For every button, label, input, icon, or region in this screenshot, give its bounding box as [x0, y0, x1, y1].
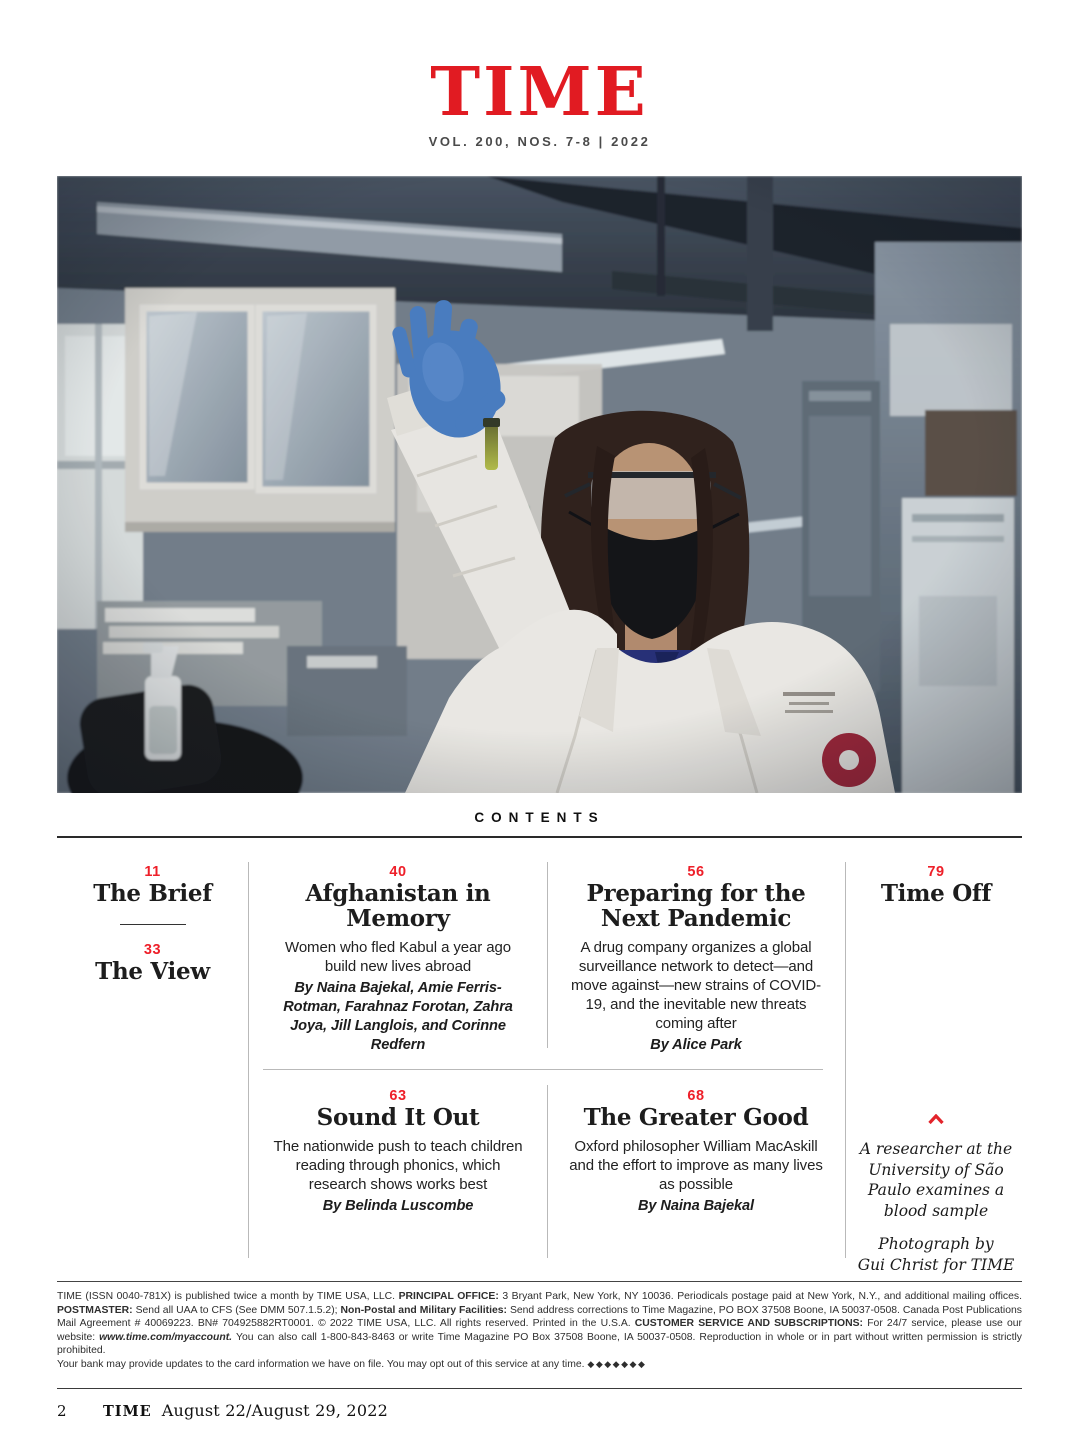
toc-feature-sound-it-out — [253, 1088, 543, 1216]
legal-line-3: Mail Agreement # 40069223. BN# 704925882RT0001. © 2022 TIME USA, LLC. All rights reserved. Printed in the U.S.A. CUSTOMER SERVICE AND SUBSCRIPTIONS: For 24/7 service, please use our — [57, 1318, 1022, 1330]
legal-line-4: website: www.time.com/myaccount. You can also call 1-800-843-8463 or write Time Magazine PO Box 37508 Boone, IA 50037-0508. Reproduction in whole or in part without written permission is strictly prohibited. — [57, 1331, 1022, 1357]
section-divider — [120, 924, 186, 925]
photo-caption: A researcher at the University of São Paulo examines a blood sample — [859, 1140, 1013, 1220]
page-footer — [57, 1401, 1022, 1420]
lab-photo-illustration — [57, 176, 1022, 793]
issue-line: VOL. 200, NOS. 7-8 | 2022 — [428, 134, 651, 149]
diamond-ornament: ◆◆◆◆◆◆◆ — [587, 1358, 647, 1369]
feature-title: Afghanistan in Memory — [305, 880, 491, 932]
feature-description: The nationwide push to teach children reading through phonics, which research shows works best — [273, 1137, 523, 1193]
legal-fine-print — [57, 1290, 1022, 1371]
time-logo: TIME — [430, 52, 649, 131]
toc-feature-afghanistan-in-memory — [253, 864, 543, 1055]
page-number: 56 — [687, 864, 705, 880]
hero-photo — [57, 176, 1022, 793]
feature-description: A drug company organizes a global surveillance network to detect—and move against—new strains of COVID-19, and the inevitable new threats coming after — [570, 938, 822, 1032]
feature-byline: By Naina Bajekal, Amie Ferris-Rotman, Farahnaz Forotan, Zahra Joya, Jill Langlois, and Corinne Redfern — [283, 979, 513, 1053]
row-divider — [263, 1069, 823, 1070]
feature-description: Women who fled Kabul a year ago build new lives abroad — [285, 938, 511, 975]
footer-rule — [57, 1388, 1022, 1389]
table-of-contents — [57, 862, 1022, 1275]
page-number: 40 — [389, 864, 407, 880]
column-divider — [547, 862, 548, 1048]
page-number: 11 — [144, 864, 161, 880]
legal-line-2: POSTMASTER: Send all UAA to CFS (See DMM 507.1.5.2); Non-Postal and Military Facilities: Send address corrections to Time Magazine, PO BOX 37508 Boone, IA 50037-0508. Canada Post Publications — [57, 1304, 1022, 1316]
legal-line-5: Your bank may provide updates to the card information we have on file. You may opt out of this service at any time. ◆◆◆◆◆◆◆ — [57, 1358, 647, 1370]
toc-feature-preparing-next-pandemic — [549, 864, 843, 1055]
chevron-up-icon — [927, 1114, 945, 1125]
section-title: The Brief — [93, 880, 212, 907]
page-number: 68 — [687, 1088, 705, 1104]
feature-byline: By Naina Bajekal — [637, 1197, 755, 1214]
feature-title: The Greater Good — [583, 1104, 809, 1131]
folio-page-number: 2 — [57, 1402, 67, 1421]
toc-feature-the-greater-good — [549, 1088, 843, 1216]
section-title: The View — [95, 957, 210, 985]
page-number: 33 — [143, 941, 162, 958]
feature-title: Sound It Out — [316, 1104, 480, 1131]
legal-top-rule — [57, 1281, 1022, 1282]
column-divider — [547, 1085, 548, 1258]
feature-title: Preparing for the Next Pandemic — [586, 880, 806, 932]
feature-description: Oxford philosopher William MacAskill and the effort to improve as many lives as possible — [569, 1137, 823, 1193]
toc-section-time-off — [850, 864, 1022, 907]
page-number: 63 — [389, 1088, 407, 1104]
column-divider — [845, 862, 846, 1258]
column-divider — [248, 862, 249, 1258]
footer-issue-date: August 22/August 29, 2022 — [161, 1401, 388, 1421]
page-number: 79 — [927, 864, 945, 880]
contents-top-rule — [57, 836, 1022, 838]
legal-line-1: TIME (ISSN 0040-781X) is published twice a month by TIME USA, LLC. PRINCIPAL OFFICE: 3 Bryant Park, New York, NY 10036. Periodicals postage paid at New York, N.Y., and additional mailing offices. — [57, 1291, 1022, 1302]
feature-byline: By Belinda Luscombe — [322, 1197, 474, 1214]
photo-credit: Photograph by Gui Christ for TIME — [857, 1235, 1015, 1275]
photo-caption-block — [850, 1114, 1022, 1276]
feature-byline: By Alice Park — [650, 1036, 742, 1053]
contents-heading: CONTENTS — [474, 810, 605, 825]
toc-section-the-brief — [57, 864, 248, 985]
masthead — [0, 0, 1079, 149]
section-title: Time Off — [880, 880, 992, 907]
footer-magazine-name: TIME — [103, 1403, 152, 1421]
